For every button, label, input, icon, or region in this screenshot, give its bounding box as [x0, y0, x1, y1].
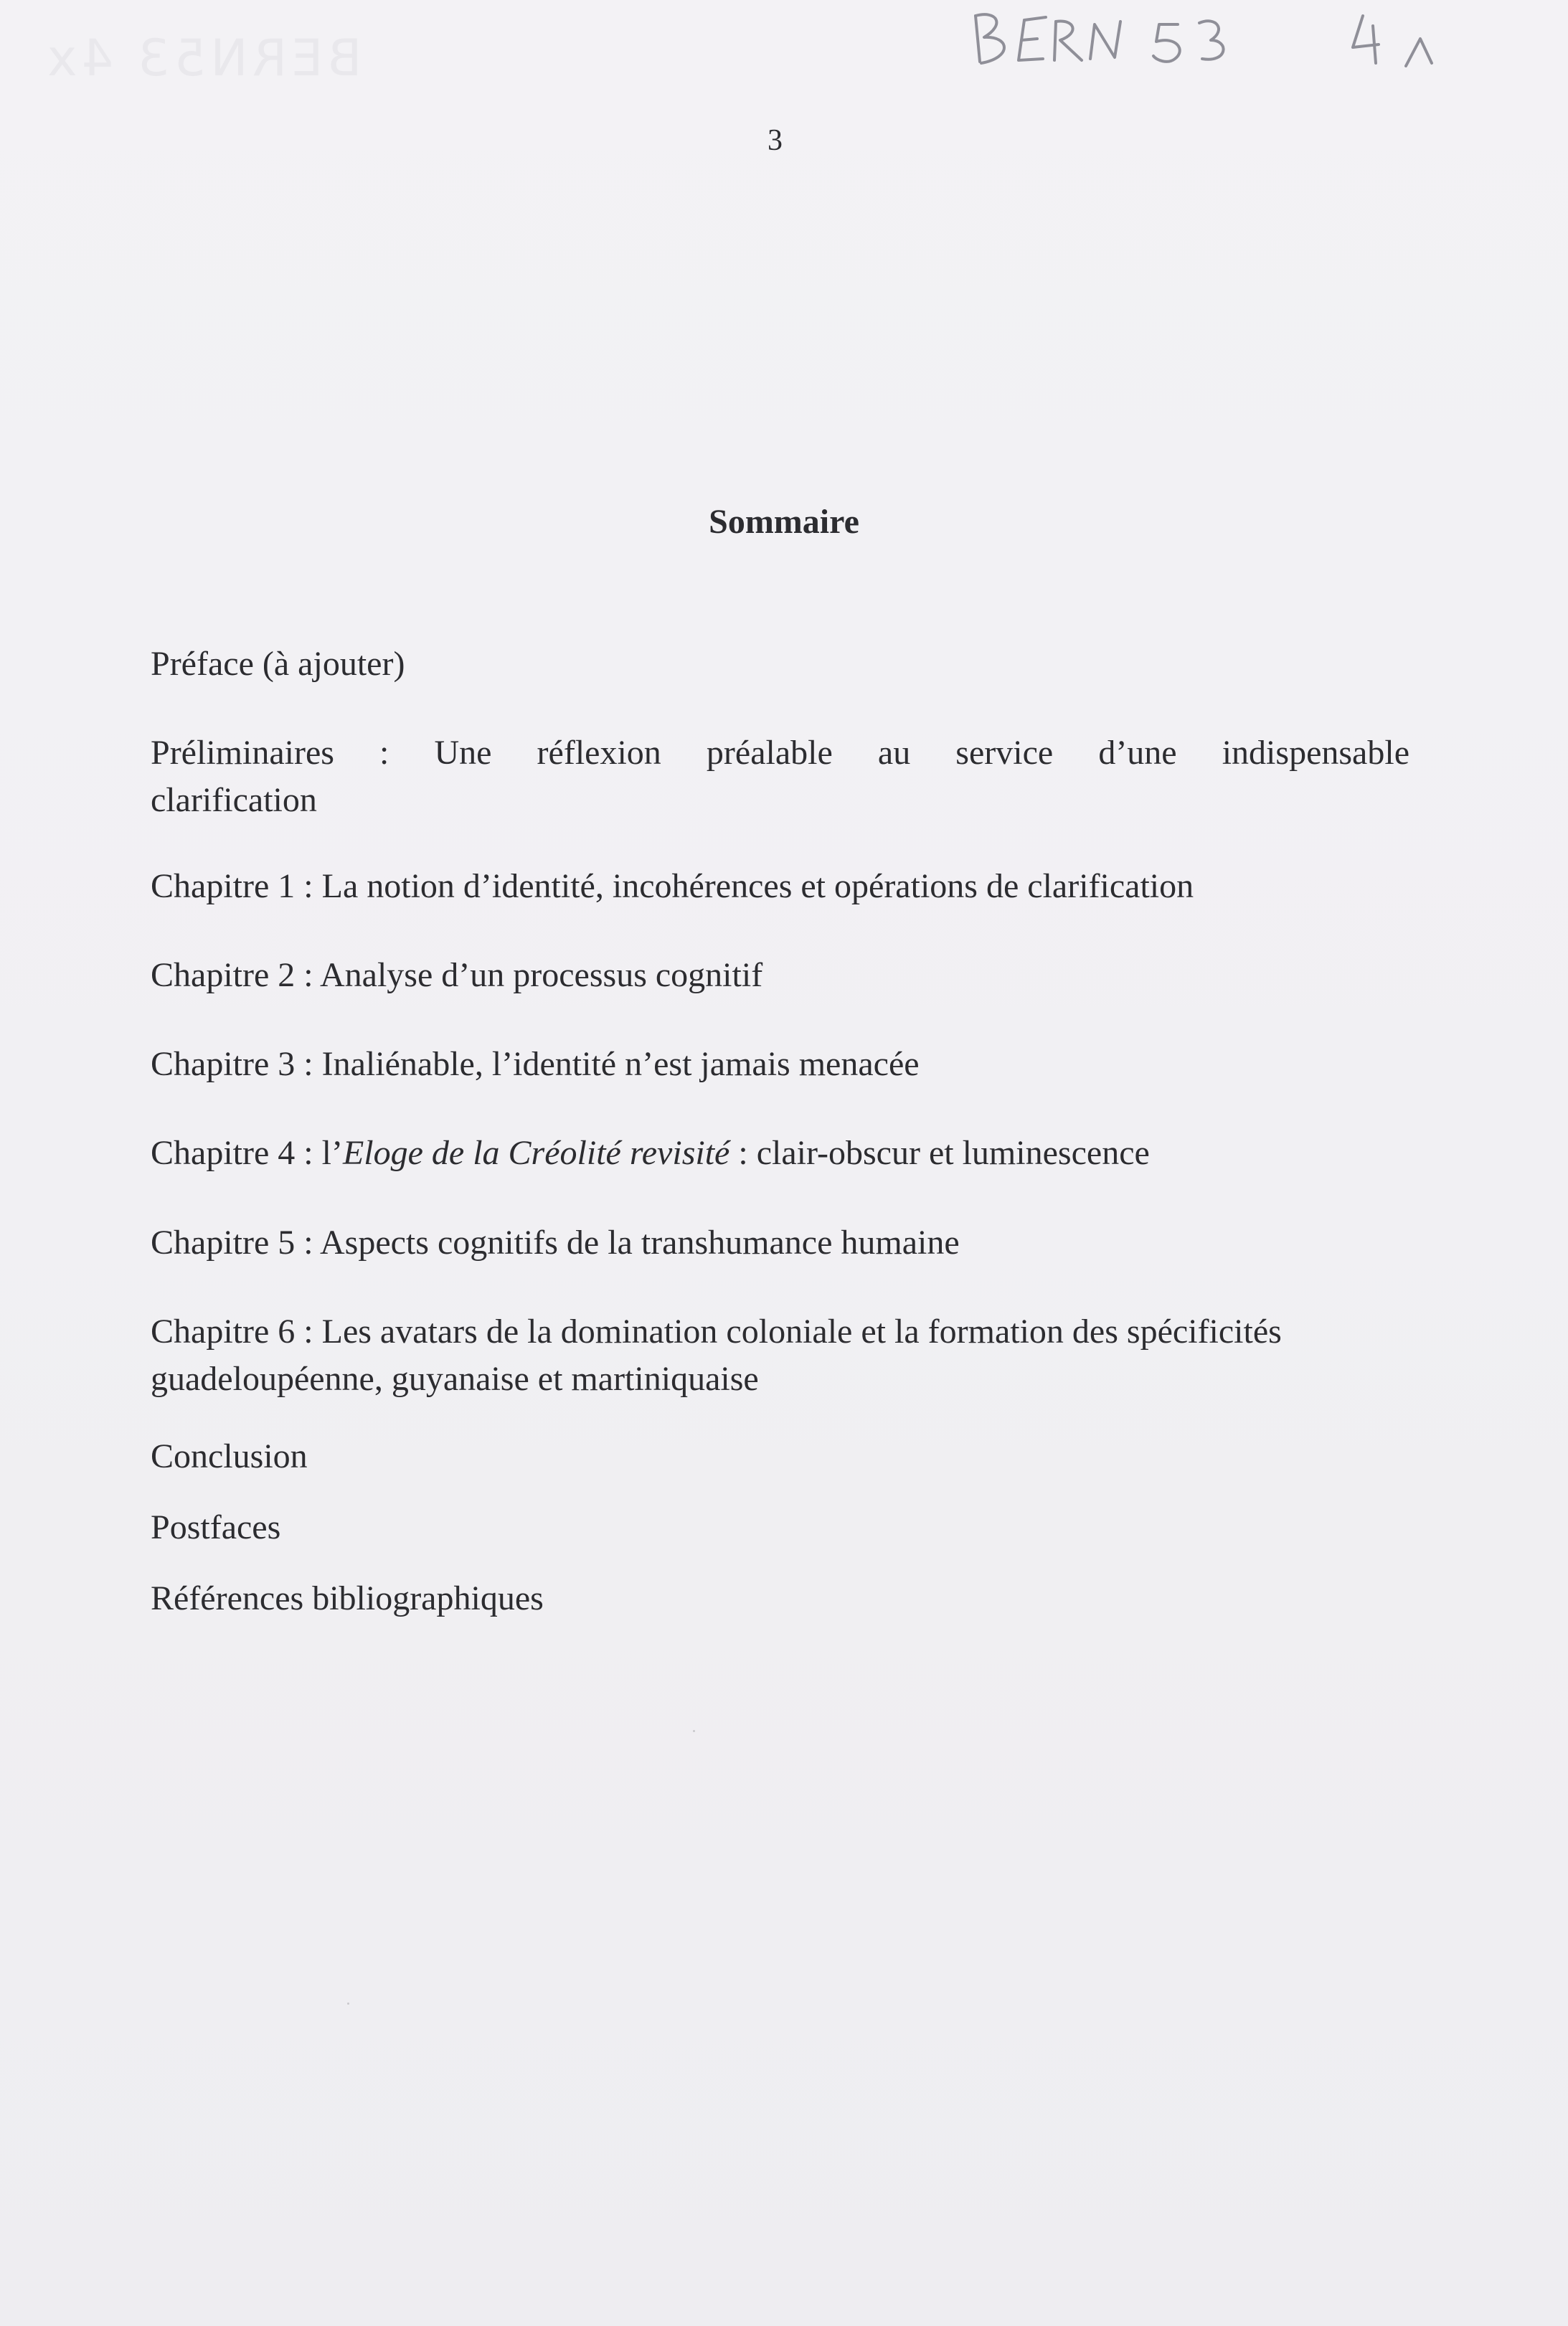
toc-entry-label: Chapitre 3 : Inaliénable, l’identité n’est jamais menacée	[151, 1045, 920, 1083]
toc-entry-preface	[151, 640, 1409, 688]
toc-entry-label: Chapitre 5 : Aspects cognitifs de la transhumance humaine	[151, 1224, 960, 1262]
toc-entry-label-line2: clarification	[151, 781, 317, 819]
toc-entry-label-italic-title: Eloge de la Créolité revisité	[342, 1134, 730, 1172]
toc-entry-label-line2: guadeloupéenne, guyanaise et martiniquaise	[151, 1360, 759, 1398]
toc-entry-preliminaires	[151, 729, 1409, 824]
toc-entry-chapitre-5	[151, 1219, 1409, 1267]
toc-entry-chapitre-6	[151, 1308, 1409, 1403]
toc-entry-label: Préface (à ajouter)	[151, 645, 405, 683]
paper-speck	[347, 2003, 349, 2005]
toc-entry-label-line1: Chapitre 6 : Les avatars de la domination coloniale et la formation des spécificités	[151, 1313, 1282, 1351]
toc-entry-chapitre-1	[151, 863, 1409, 910]
toc-entry-label: Conclusion	[151, 1437, 308, 1475]
page-number: 3	[768, 124, 783, 157]
toc-entry-chapitre-3	[151, 1041, 1409, 1088]
toc-entry-references	[151, 1575, 1409, 1622]
toc-entry-chapitre-4	[151, 1130, 1409, 1177]
bleed-through-mark: BERN53 4x	[43, 29, 362, 88]
page-title: Sommaire	[709, 503, 859, 541]
toc-entry-label-suffix: : clair-obscur et luminescence	[729, 1134, 1150, 1172]
handwritten-reference-drawing	[947, 0, 1492, 100]
toc-entry-label-line1: Préliminaires : Une réflexion préalable au service d’une indispensable	[151, 734, 1409, 772]
handwritten-archive-reference	[947, 0, 1492, 100]
toc-entry-postfaces	[151, 1504, 1409, 1551]
toc-entry-label-prefix: Chapitre 4 : l’	[151, 1134, 343, 1172]
toc-entry-label: Chapitre 2 : Analyse d’un processus cognitif	[151, 956, 763, 994]
toc-entry-label: Postfaces	[151, 1508, 281, 1546]
toc-entry-conclusion	[151, 1433, 1409, 1480]
toc-entry-chapitre-2	[151, 952, 1409, 999]
toc-entry-label: Chapitre 1 : La notion d’identité, incohérences et opérations de clarification	[151, 867, 1194, 905]
paper-speck	[693, 1730, 695, 1732]
toc-entry-label: Références bibliographiques	[151, 1579, 544, 1617]
